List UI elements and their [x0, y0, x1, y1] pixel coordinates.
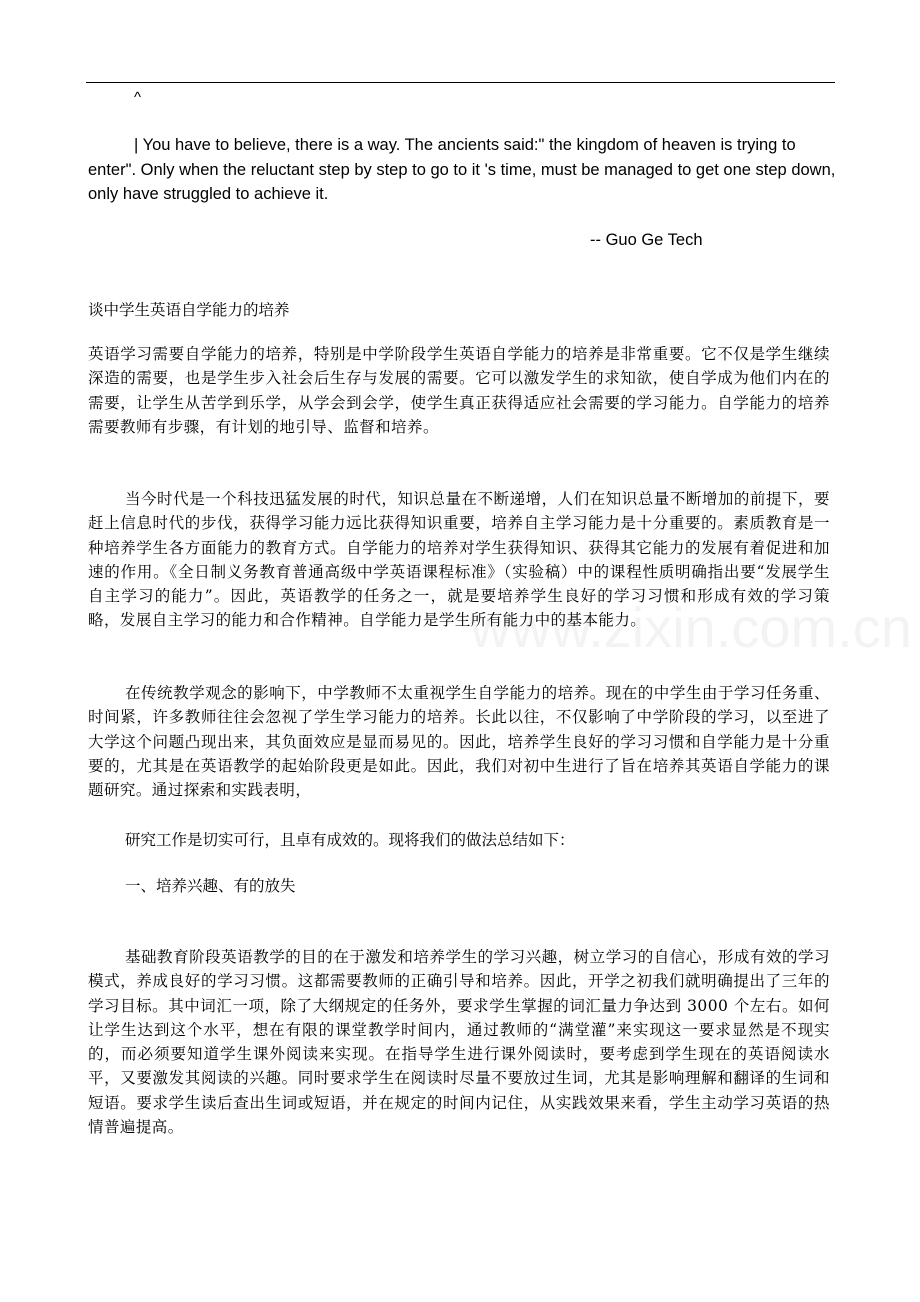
header-rule — [86, 82, 835, 83]
paragraph-tradition: 在传统教学观念的影响下，中学教师不太重视学生自学能力的培养。现在的中学生由于学习任务重、时间紧，许多教师往往会忽视了学生学习能力的培养。长此以往，不仅影响了中学阶段的学习，以至进了大学这个问题凸现出来，其负面效应是显而易见的。因此，培养学生良好的学习习惯和自学能力是十分重要的，尤其是在英语教学的起始阶段更是如此。因此，我们对初中生进行了旨在培养其英语自学能力的课题研究。通过探索和实践表明， — [88, 684, 830, 800]
paragraph-interest: 基础教育阶段英语教学的目的在于激发和培养学生的学习兴趣，树立学习的自信心，形成有效的学习模式，养成良好的学习习惯。这都需要教师的正确引导和培养。因此，开学之初我们就明确提出了三年的学习目标。其中词汇一项，除了大纲规定的任务外，要求学生掌握的词汇量力争达到 3000 个左右。如何让学生达到这个水平，想在有限的课堂教学时间内，通过教师的“满堂灌”来实现这一要求显然是不现实的，而必须要知道学生课外阅读来实现。在指导学生进行课外阅读时，要考虑到学生现在的英语阅读水平，又要激发其阅读的兴趣。同时要求学生在阅读时尽量不要放过生词，尤其是影响理解和翻译的生词和短语。要求学生读后查出生词或短语，并在规定的时间内记住，从实践效果来看，学生主动学习英语的热情普遍提高。 — [88, 948, 830, 1137]
article-title: 谈中学生英语自学能力的培养 — [88, 301, 290, 319]
caret-mark: ^ — [134, 89, 142, 106]
motto-quote: | You have to believe, there is a way. The ancients said:" the kingdom of heaven is trying to enter". Only when the reluctant step by step to go to it 's time, must be managed to get one step down, only have struggled to achieve it. — [88, 136, 836, 203]
paragraph-era: 当今时代是一个科技迅猛发展的时代，知识总量在不断递增，人们在知识总量不断增加的前提下，要赶上信息时代的步伐，获得学习能力远比获得知识重要，培养自主学习能力是十分重要的。素质教育是一种培养学生各方面能力的教育方式。自学能力的培养对学生获得知识、获得其它能力的发展有着促进和加速的作用。《全日制义务教育普通高级中学英语课程标准》（实验稿）中的课程性质明确指出要“发展学生自主学习的能力”。因此，英语教学的任务之一，就是要培养学生良好的学习习惯和形成有效的学习策略，发展自主学习的能力和合作精神。自学能力是学生所有能力中的基本能力。 — [88, 490, 830, 630]
paragraph-summary: 研究工作是切实可行，且卓有成效的。现将我们的做法总结如下： — [125, 831, 575, 849]
paragraph-intro: 英语学习需要自学能力的培养，特别是中学阶段学生英语自学能力的培养是非常重要。它不仅是学生继续深造的需要，也是学生步入社会后生存与发展的需要。它可以激发学生的求知欲，使自学成为他们内在的需要，让学生从苦学到乐学，从学会到会学，使学生真正获得适应社会需要的学习能力。自学能力的培养需要教师有步骤，有计划的地引导、监督和培养。 — [88, 345, 830, 436]
motto-signature: -- Guo Ge Tech — [590, 231, 703, 249]
section-heading-1: 一、培养兴趣、有的放失 — [125, 877, 296, 895]
